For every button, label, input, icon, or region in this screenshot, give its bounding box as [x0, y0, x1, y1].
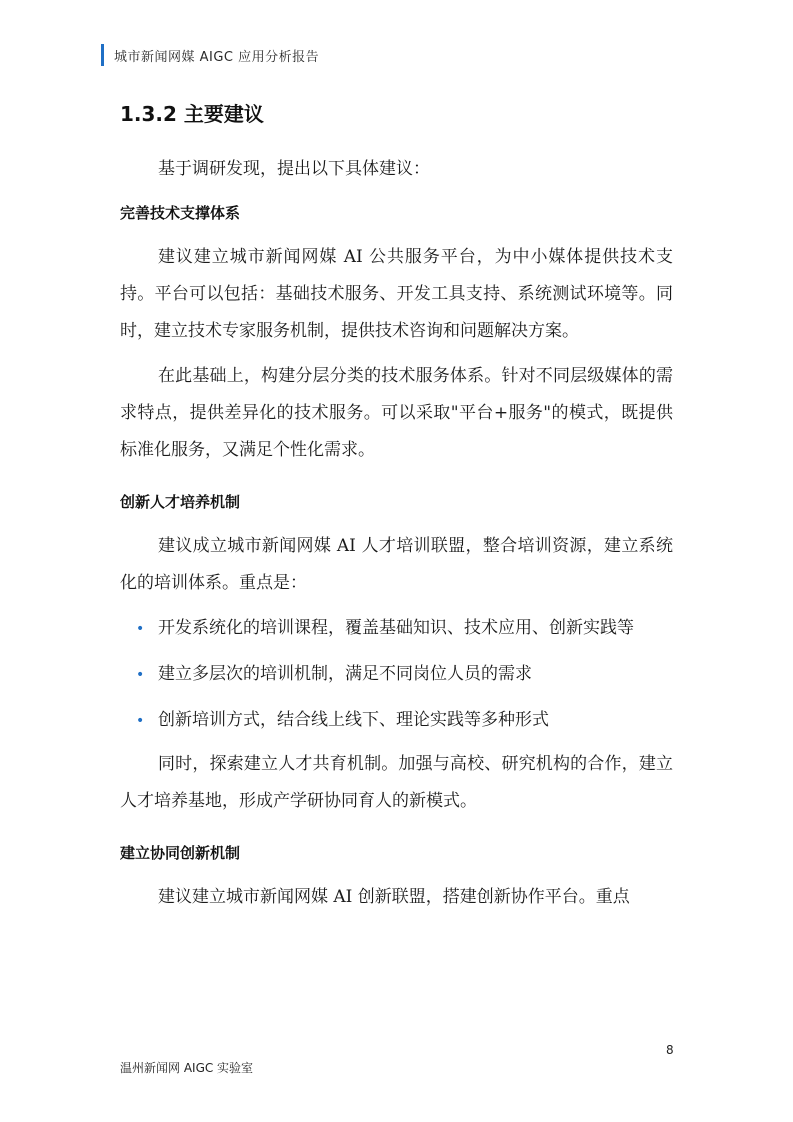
talent-paragraph-2: 同时，探索建立人才共育机制。加强与高校、研究机构的合作，建立人才培养基地，形成产学研协同育人的新模式。: [120, 754, 673, 811]
talent-paragraph-1: 建议成立城市新闻网媒 AI 人才培训联盟，整合培训资源，建立系统化的培训体系。重点是：: [120, 536, 673, 593]
header-title: 城市新闻网媒 AIGC 应用分析报告: [114, 49, 320, 65]
subheading-tech-support: 完善技术支撑体系: [120, 204, 241, 222]
collab-paragraph-1: 建议建立城市新闻网媒 AI 创新联盟，搭建创新协作平台。重点: [158, 887, 630, 907]
footer-org: 温州新闻网 AIGC 实验室: [120, 1061, 254, 1075]
tech-support-paragraph-2: 在此基础上，构建分层分类的技术服务体系。针对不同层级媒体的需求特点，提供差异化的技术服务。可以采取"平台+服务"的模式，既提供标准化服务，又满足个性化需求。: [120, 366, 673, 460]
page-number: 8: [666, 1043, 674, 1057]
bullet-icon: •: [136, 713, 145, 729]
list-item: [120, 656, 673, 694]
list-item: [120, 610, 673, 648]
header-accent-bar: [101, 44, 104, 66]
list-item-text: 创新培训方式，结合线上线下、理论实践等多种形式: [158, 710, 549, 730]
running-header: [101, 44, 319, 66]
section-intro: 基于调研发现，提出以下具体建议：: [158, 159, 430, 179]
subheading-collab: 建立协同创新机制: [120, 844, 241, 862]
bullet-icon: •: [136, 621, 145, 637]
list-item-text: 建立多层次的培训机制，满足不同岗位人员的需求: [158, 664, 532, 684]
tech-support-paragraph-1: 建议建立城市新闻网媒 AI 公共服务平台，为中小媒体提供技术支持。平台可以包括：基础技术服务、开发工具支持、系统测试环境等。同时，建立技术专家服务机制，提供技术咨询和问题解决方案。: [120, 247, 673, 341]
section-heading: 1.3.2 主要建议: [120, 102, 264, 126]
page-content: [120, 100, 673, 916]
list-item: [120, 702, 673, 740]
list-item-text: 开发系统化的培训课程，覆盖基础知识、技术应用、创新实践等: [158, 618, 634, 638]
bullet-icon: •: [136, 667, 145, 683]
subheading-talent: 创新人才培养机制: [120, 493, 241, 511]
